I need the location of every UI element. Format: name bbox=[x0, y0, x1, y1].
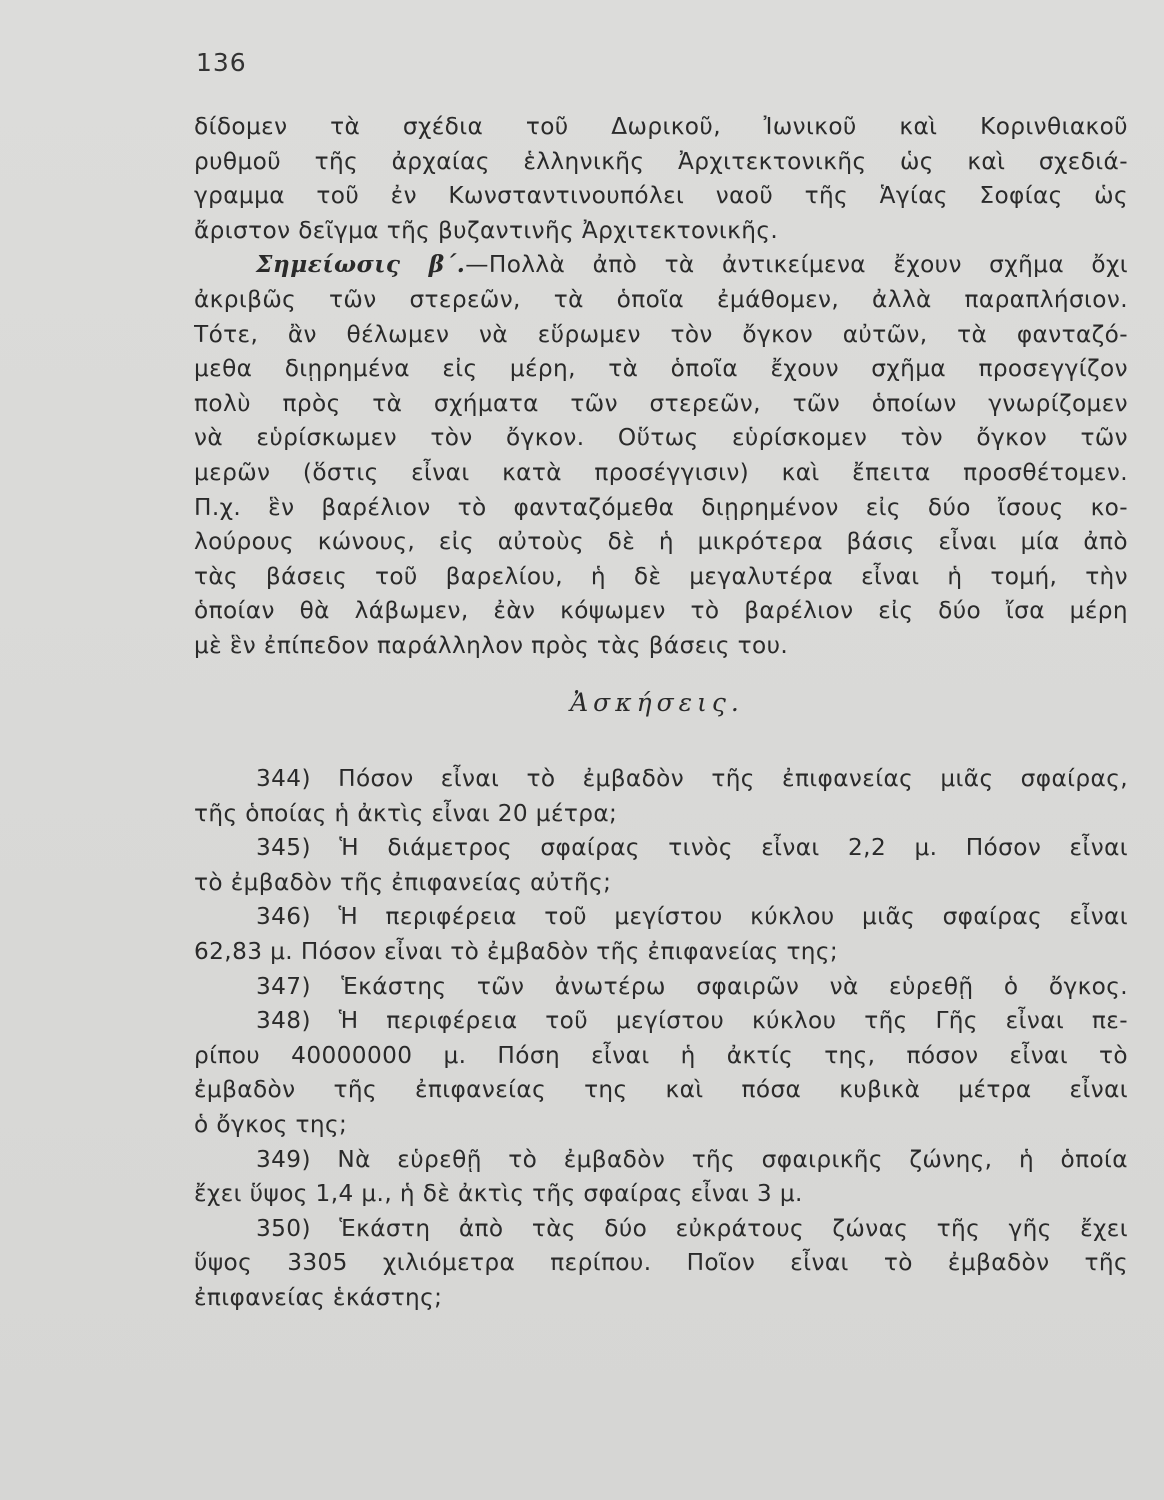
exercise-line: ὕψος 3305 χιλιόμετρα περίπου. Ποῖον εἶναι τὸ ἐμβαδὸν τῆς bbox=[194, 1249, 1128, 1277]
exercise-line: ἐπιφανείας ἑκάστης; bbox=[194, 1283, 443, 1311]
note-line: λούρους κώνους, εἰς αὐτοὺς δὲ ἡ μικρότερα βάσις εἶναι μία ἀπὸ bbox=[194, 528, 1128, 556]
exercise-line: 346) Ἡ περιφέρεια τοῦ μεγίστου κύκλου μιᾶς σφαίρας εἶναι bbox=[256, 903, 1128, 931]
note-line: ὁποίαν θὰ λάβωμεν, ἐὰν κόψωμεν τὸ βαρέλιον εἰς δύο ἴσα μέρη bbox=[194, 597, 1128, 625]
body-paragraphs bbox=[194, 110, 1128, 664]
paragraph-line: ρυθμοῦ τῆς ἀρχαίας ἑλληνικῆς Ἀρχιτεκτονικῆς ὡς καὶ σχεδιά- bbox=[194, 147, 1128, 175]
note-line: τὰς βάσεις τοῦ βαρελίου, ἡ δὲ μεγαλυτέρα εἶναι ἡ τομή, τὴν bbox=[194, 562, 1128, 590]
note-line: μερῶν (ὅστις εἶναι κατὰ προσέγγισιν) καὶ ἔπειτα προσθέτομεν. bbox=[194, 458, 1128, 486]
note-label: Σημείωσις β΄. bbox=[256, 251, 466, 279]
paragraph-line: γραμμα τοῦ ἐν Κωνσταντινουπόλει ναοῦ τῆς Ἁγίας Σοφίας ὡς bbox=[194, 182, 1128, 210]
exercise-line: 344) Πόσον εἶναι τὸ ἐμβαδὸν τῆς ἐπιφανείας μιᾶς σφαίρας, bbox=[256, 765, 1128, 792]
note-line: πολὺ πρὸς τὰ σχήματα τῶν στερεῶν, τῶν ὁποίων γνωρίζομεν bbox=[194, 389, 1128, 417]
exercise-line: 347) Ἑκάστης τῶν ἀνωτέρω σφαιρῶν νὰ εὑρεθῇ ὁ ὄγκος. bbox=[256, 972, 1128, 1000]
note-line: ἀκριβῶς τῶν στερεῶν, τὰ ὁποῖα ἐμάθομεν, ἀλλὰ παραπλήσιον. bbox=[194, 285, 1128, 313]
note-first-line-text: —Πολλὰ ἀπὸ τὰ ἀντικείμενα ἔχουν σχῆμα ὄχι bbox=[465, 251, 1128, 279]
paragraph-line: δίδομεν τὰ σχέδια τοῦ Δωρικοῦ, Ἰωνικοῦ καὶ Κορινθιακοῦ bbox=[194, 113, 1128, 140]
note-line: Π.χ. ἓν βαρέλιον τὸ φανταζόμεθα διῃρημένον εἰς δύο ἴσους κο- bbox=[194, 493, 1128, 521]
paragraph-line: ἄριστον δεῖγμα τῆς βυζαντινῆς Ἀρχιτεκτονικῆς. bbox=[194, 216, 779, 244]
exercise-line: 62,83 μ. Πόσον εἶναι τὸ ἐμβαδὸν τῆς ἐπιφανείας της; bbox=[194, 937, 839, 965]
note-line: μεθα διῃρημένα εἰς μέρη, τὰ ὁποῖα ἔχουν σχῆμα προσεγγίζον bbox=[194, 355, 1128, 383]
exercise-line: τὸ ἐμβαδὸν τῆς ἐπιφανείας αὐτῆς; bbox=[194, 868, 612, 896]
note-line: νὰ εὑρίσκωμεν τὸν ὄγκον. Οὕτως εὑρίσκομεν τὸν ὄγκον τῶν bbox=[194, 424, 1128, 452]
exercise-line: ἐμβαδὸν τῆς ἐπιφανείας της καὶ πόσα κυβικὰ μέτρα εἶναι bbox=[194, 1076, 1128, 1104]
exercise-line: 350) Ἑκάστη ἀπὸ τὰς δύο εὐκράτους ζώνας τῆς γῆς ἔχει bbox=[256, 1214, 1128, 1242]
exercise-line: τῆς ὁποίας ἡ ἀκτὶς εἶναι 20 μέτρα; bbox=[194, 799, 618, 827]
note-line: Τότε, ἂν θέλωμεν νὰ εὕρωμεν τὸν ὄγκον αὐτῶν, τὰ φανταζό- bbox=[194, 320, 1128, 348]
note-first-line bbox=[194, 248, 1128, 283]
exercise-line: ἔχει ὕψος 1,4 μ., ἡ δὲ ἀκτὶς τῆς σφαίρας εἶναι 3 μ. bbox=[194, 1180, 803, 1208]
page-number: 136 bbox=[196, 48, 247, 77]
exercise-line: 348) Ἡ περιφέρεια τοῦ μεγίστου κύκλου τῆς Γῆς εἶναι πε- bbox=[256, 1007, 1128, 1035]
exercise-list bbox=[194, 762, 1128, 1316]
section-title: Ἀσκήσεις. bbox=[570, 688, 744, 717]
note-line: μὲ ἓν ἐπίπεδον παράλληλον πρὸς τὰς βάσεις του. bbox=[194, 631, 789, 659]
exercise-line: 345) Ἡ διάμετρος σφαίρας τινὸς εἶναι 2,2 μ. Πόσον εἶναι bbox=[256, 834, 1128, 862]
exercise-line: ὁ ὄγκος της; bbox=[194, 1110, 348, 1138]
exercise-line: 349) Νὰ εὑρεθῇ τὸ ἐμβαδὸν τῆς σφαιρικῆς ζώνης, ἡ ὁποία bbox=[256, 1145, 1128, 1173]
exercise-line: ρίπου 40000000 μ. Πόση εἶναι ἡ ἀκτίς της, πόσον εἶναι τὸ bbox=[194, 1041, 1128, 1069]
